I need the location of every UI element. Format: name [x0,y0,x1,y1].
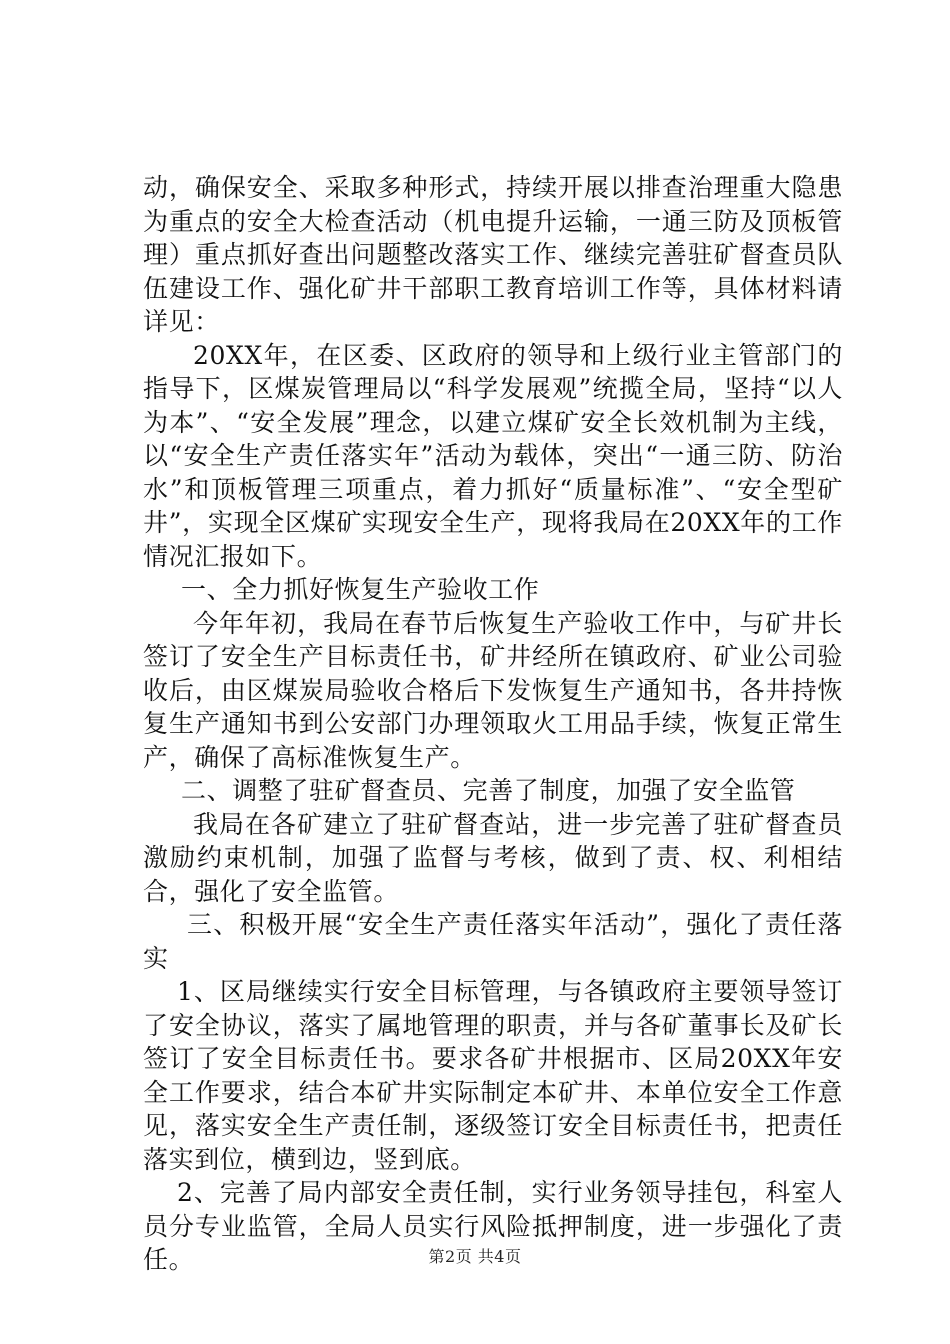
section-heading-3: 三、积极开展“安全生产责任落实年活动”，强化了责任落实 [143,910,843,973]
paragraph-section-2: 我局在各矿建立了驻矿督查站，进一步完善了驻矿督查员激励约束机制，加强了监督与考核，做到了责、权、利相结合，强化了安全监管。 [143,809,843,906]
paragraph-section-1: 今年年初，我局在春节后恢复生产验收工作中，与矿井长签订了安全生产目标责任书，矿井经所在镇政府、矿业公司验收后，由区煤炭局验收合格后下发恢复生产通知书，各井持恢复生产通知书到公安部门办理领取火工用品手续，恢复正常生产，确保了高标准恢复生产。 [143,608,843,772]
paragraph-item-2: 2、完善了局内部安全责任制，实行业务领导挂包，科室人员分专业监管，全局人员实行风险抵押制度，进一步强化了责任。 [143,1178,843,1274]
section-heading-2: 二、调整了驻矿督查员、完善了制度，加强了安全监管 [181,776,796,805]
paragraph-item-1: 1、区局继续实行安全目标管理，与各镇政府主要领导签订了安全协议，落实了属地管理的职责，并与各矿董事长及矿长签订了安全目标责任书。要求各矿井根据市、区局20XX年安全工作要求，结合本矿井实际制定本矿井、本单位安全工作意见，落实安全生产责任制，逐级签订安全目标责任书，把责任落实到位，横到边，竖到底。 [143,977,843,1174]
section-heading-1: 一、全力抓好恢复生产验收工作 [181,575,540,604]
paragraph-intro: 20XX年，在区委、区政府的领导和上级行业主管部门的指导下，区煤炭管理局以“科学发展观”统揽全局，坚持“以人为本”、“安全发展”理念，以建立煤矿安全长效机制为主线，以“安全生产责任落实年”活动为载体，突出“一通三防、防治水”和顶板管理三项重点，着力抓好“质量标准”、“安全型矿井”，实现全区煤矿实现安全生产，现将我局在20XX年的工作情况汇报如下。 [143,340,843,571]
document-body [143,171,843,1277]
paragraph-continuation: 动，确保安全、采取多种形式，持续开展以排查治理重大隐患为重点的安全大检查活动（机电提升运输，一通三防及顶板管理）重点抓好查出问题整改落实工作、继续完善驻矿督查员队伍建设工作、强化矿井干部职工教育培训工作等，具体材料请详见： [143,173,843,336]
page-number-footer: 第2页 共4页 [428,1247,522,1266]
